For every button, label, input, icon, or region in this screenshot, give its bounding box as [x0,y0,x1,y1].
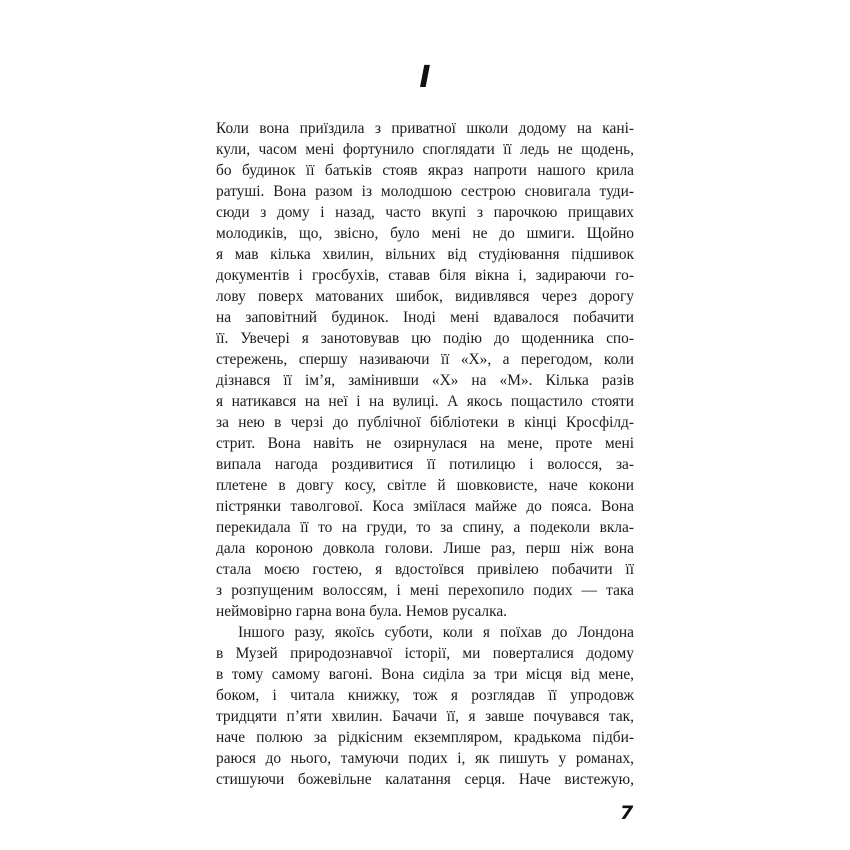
text-line: раюся до нього, тамуючи подих і, як пишуть у романах, [216,750,634,767]
text-line: дізнався її ім’я, замінивши «X» на «M». Кілька разів [216,372,634,389]
text-line: з розпущеним волоссям, і мені перехопило подих — така [216,582,634,599]
text-line: перекидала її то на груди, то за спину, а подеколи вкла- [216,519,634,536]
body-text [216,118,634,790]
text-line: я мав кілька хвилин, вільних від студіювання підшивок [216,246,634,263]
text-line: стала моєю гостею, я вдостоївся привілею побачити її [216,561,634,578]
text-line: на заповітний будинок. Іноді мені вдавалося побачити [216,309,634,326]
text-line: боком, і читала книжку, тож я розглядав її упродовж [216,687,634,704]
text-line: документів і гросбухів, ставав біля вікна і, задираючи го- [216,267,634,284]
text-line: в Музей природознавчої історії, ми поверталися додому [216,645,634,662]
text-line: наче полюю за рідкісним екземпляром, крадькома підби- [216,729,634,746]
chapter-number: I [419,60,431,95]
text-line: Коли вона приїздила з приватної школи додому на кані- [216,120,634,137]
text-line: плетене в довгу косу, світле й шовковисте, наче кокони [216,477,634,494]
text-line: Іншого разу, якоїсь суботи, коли я поїхав до Лондона [238,624,634,641]
page-number: 7 [620,802,634,824]
text-line: її. Увечері я занотовував цю подію до щоденника спо- [216,330,634,347]
text-line: стишуючи божевільне калатання серця. Наче вистежую, [216,771,634,788]
text-line: в тому самому вагоні. Вона сиділа за три місця від мене, [216,666,634,683]
text-line: тридцяти п’яти хвилин. Бачачи її, я завше почувався так, [216,708,634,725]
text-line: неймовірно гарна вона була. Немов русалка. [216,603,508,620]
paragraph [216,622,634,790]
text-line: випала нагода роздивитися її потилицю і волосся, за- [216,456,634,473]
text-line: сюди з дому і назад, часто вкупі з парочкою прищавих [216,204,634,221]
text-line: пістрянки таволгової. Коса зміїлася майже до пояса. Вона [216,498,634,515]
text-line: молодиків, що, звісно, було мені не до шмиги. Щойно [216,225,634,242]
paragraph [216,118,634,622]
text-line: стрит. Вона навіть не озирнулася на мене, проте мені [216,435,634,452]
text-line: я натикався на неї і на вулиці. А якось пощастило стояти [216,393,634,410]
text-line: за нею в черзі до публічної бібліотеки в кінці Кросфілд- [216,414,634,431]
text-line: бо будинок її батьків стояв якраз напроти нашого крила [216,162,634,179]
text-line: дала короною довкола голови. Лише раз, перш ніж вона [216,540,634,557]
text-line: ратуші. Вона разом із молодшою сестрою сновигала туди- [216,183,634,200]
text-line: стережень, спершу називаючи її «X», а перегодом, коли [216,351,634,368]
text-line: лову поверх матованих шибок, видивлявся через дорогу [216,288,634,305]
text-line: кули, часом мені фортунило споглядати її ледь не щодень, [216,141,634,158]
